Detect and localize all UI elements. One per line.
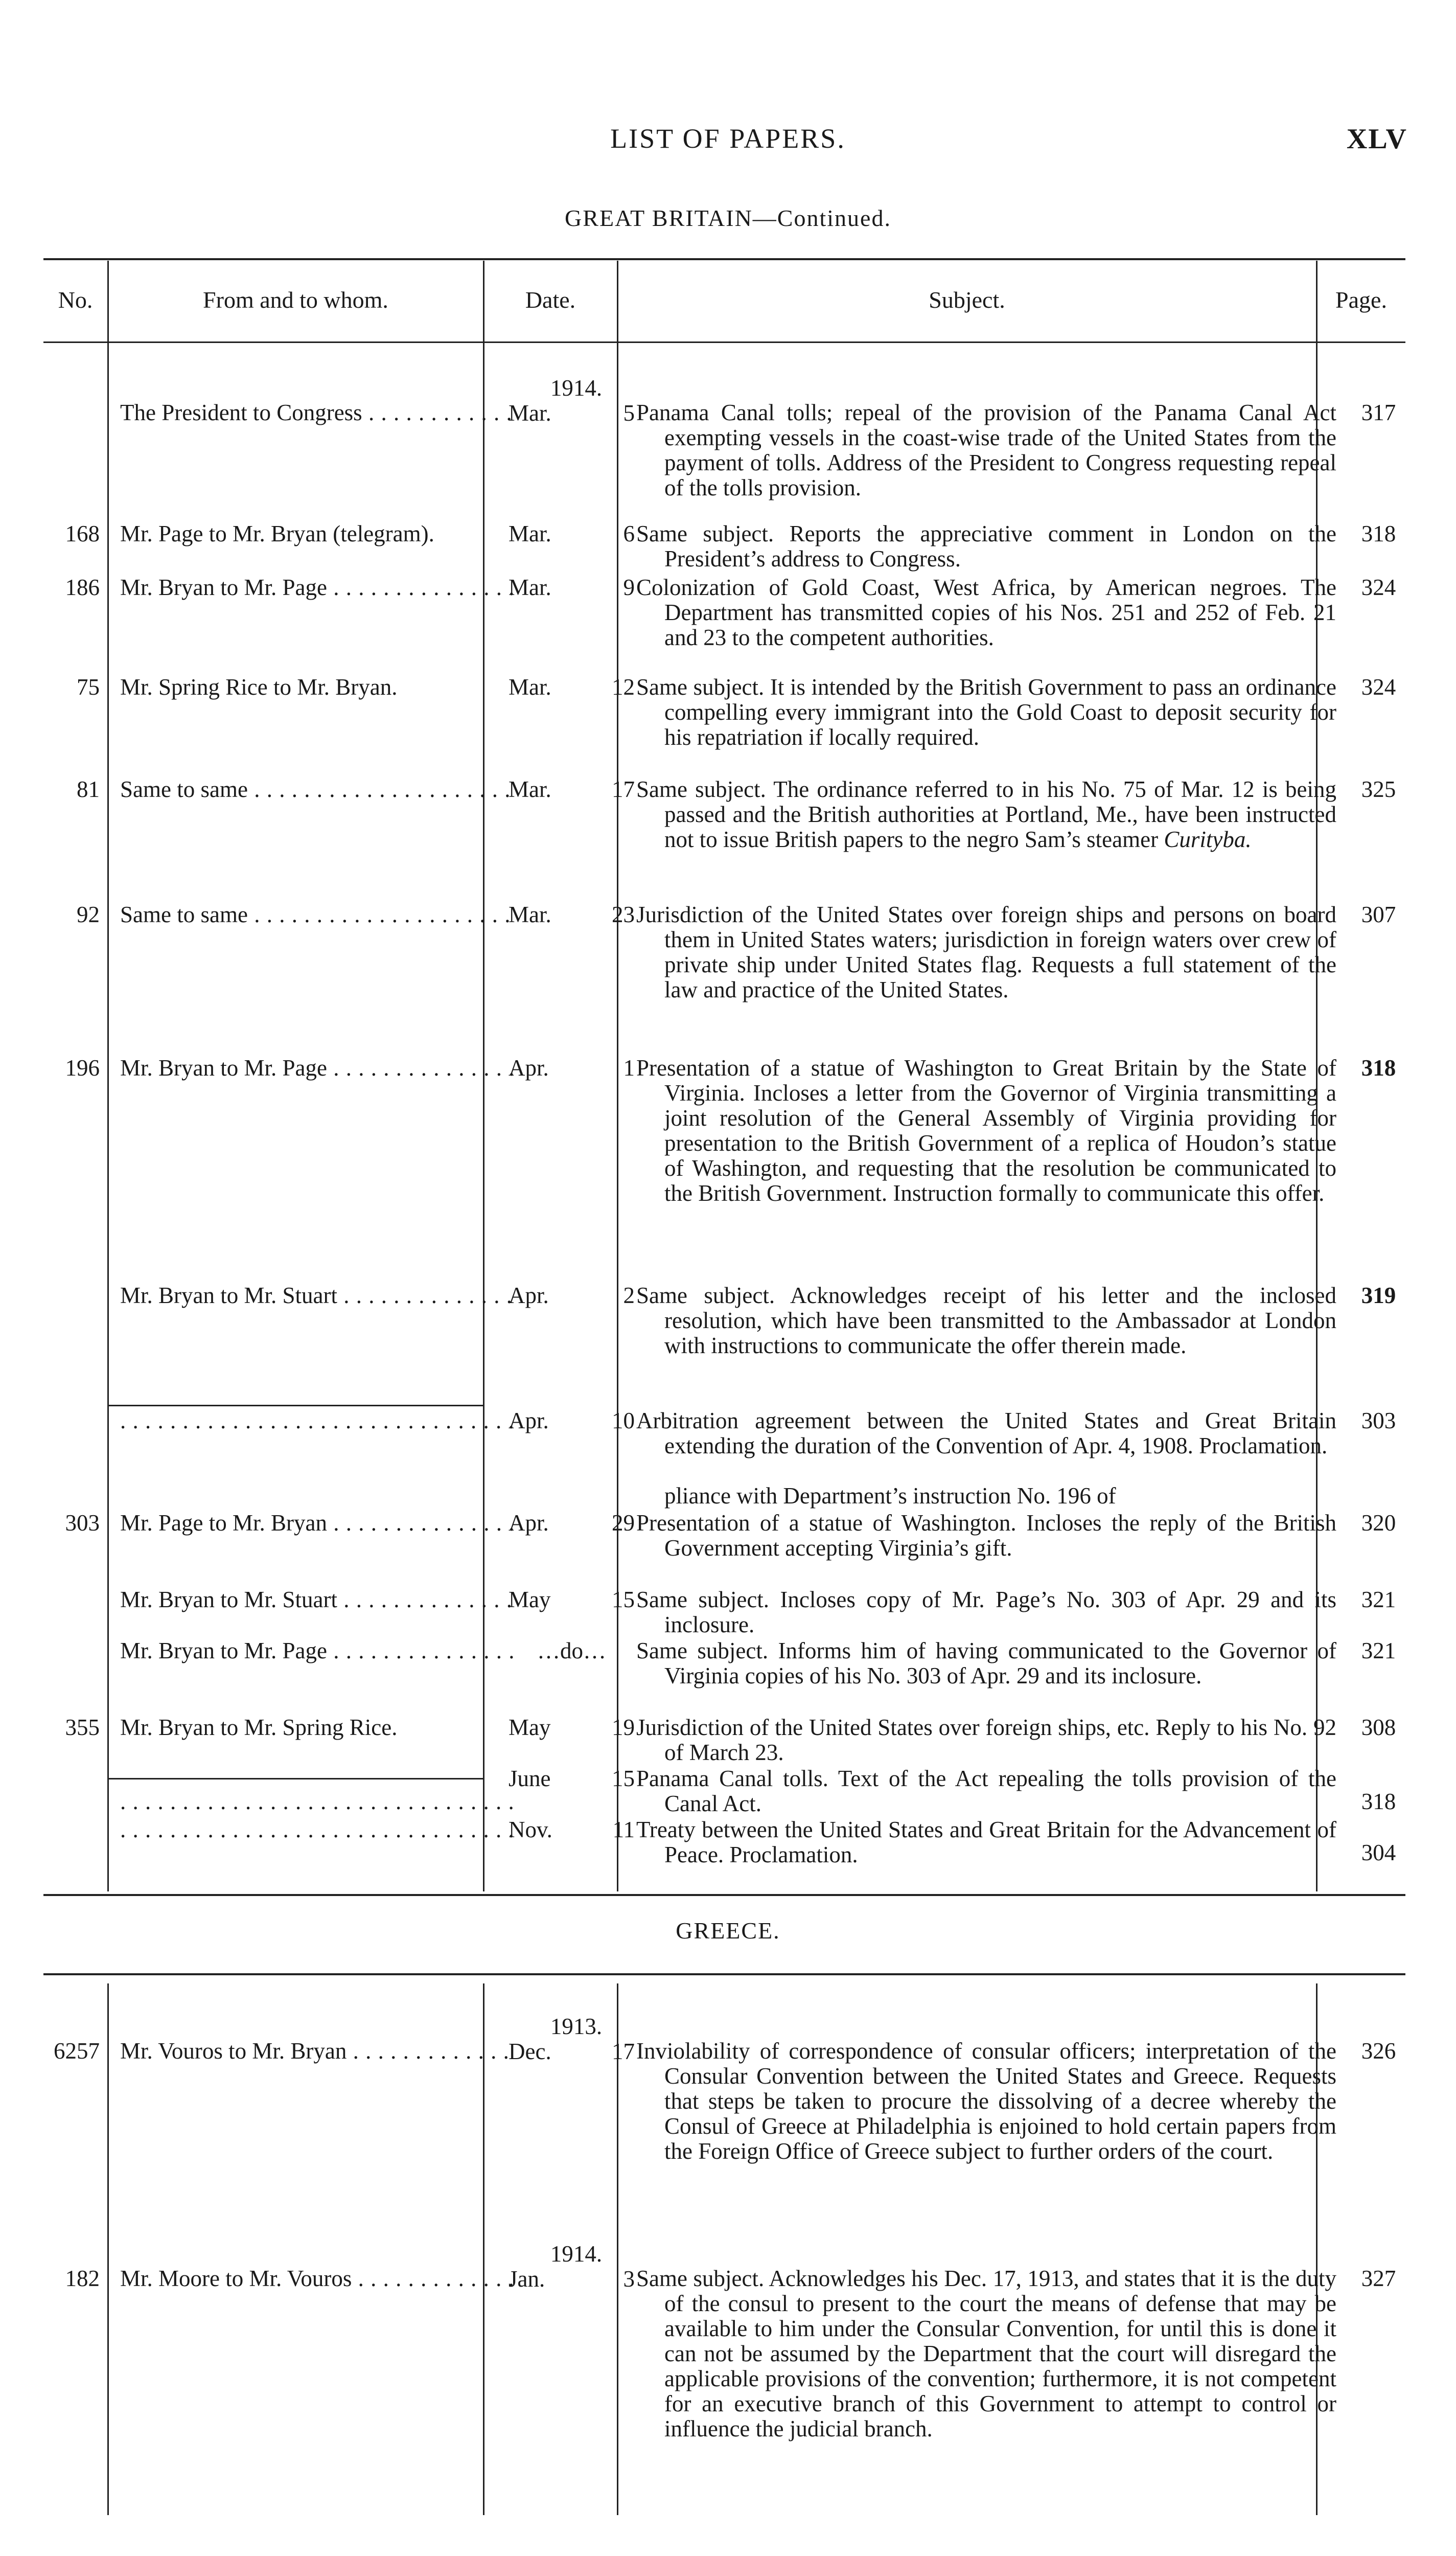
row-date <box>493 1056 649 1081</box>
row-subject: Presentation of a statue of Washington to Great Britain by the State of Virginia. Incloses a letter from the Governor of Virginia transmitting a joint resolution of the General Assembly of Virginia providing for presentation to the British Government of a replica of Houdon’s statue of Washington, and requesting that the resolution be communicated to the British Government. Instruction formally to communicate this offer. <box>636 1055 1336 1206</box>
row-month: Apr. <box>509 1510 549 1536</box>
row-subject: Same subject. Acknowledges receipt of his letter and the inclosed resolution, which have been transmitted to the Ambassador at London with instructions to communicate the offer therein made. <box>636 1283 1336 1358</box>
row-day: 12 <box>612 674 635 700</box>
row-day: 1 <box>623 1055 635 1081</box>
row-subject: pliance with Department’s instruction No. 196 of <box>664 1483 1116 1509</box>
row-month: Mar. <box>509 400 551 426</box>
column-header-subject: Subject. <box>929 287 1005 313</box>
row-page: 324 <box>1361 575 1396 600</box>
row-number: 75 <box>77 674 100 700</box>
row-page: 317 <box>1361 400 1396 425</box>
row-month: Mar. <box>509 674 551 700</box>
table-top-rule <box>43 1973 1405 1975</box>
row-from-to: Mr. Vouros to Mr. Bryan . . . <box>120 2039 514 2064</box>
row-date <box>493 902 649 927</box>
row-page: 320 <box>1361 1510 1396 1536</box>
row-month: June <box>509 1766 551 1791</box>
row-from-to: Mr. Page to Mr. Bryan (telegram). <box>120 521 434 546</box>
row-year: 1913. <box>550 2014 603 2039</box>
row-date <box>493 1715 649 1740</box>
row-date <box>493 2014 649 2064</box>
table-header-rule <box>43 341 1405 343</box>
row-day: 3 <box>623 2266 635 2292</box>
row-from-to: Mr. Bryan to Mr. Page . . . <box>120 1056 514 1081</box>
row-date <box>493 1408 649 1433</box>
row-page: 321 <box>1361 1587 1396 1612</box>
row-number: 6257 <box>54 2038 100 2064</box>
column-header-from: From and to whom. <box>203 287 388 313</box>
row-page: 326 <box>1361 2038 1396 2064</box>
row-month: Nov. <box>509 1817 552 1842</box>
row-month: Apr. <box>509 1408 549 1433</box>
row-subject: Treaty between the United States and Great Britain for the Advancement of Peace. Proclamation. <box>636 1817 1336 1867</box>
row-date <box>493 2242 649 2292</box>
row-from-to: Same to same . . . <box>120 777 514 802</box>
row-date <box>493 1511 649 1536</box>
row-year: 1914. <box>550 2241 603 2267</box>
row-from-to: Mr. Bryan to Mr. Stuart . . . <box>120 1587 514 1612</box>
row-month: Jan. <box>509 2266 545 2292</box>
row-number: 92 <box>77 902 100 927</box>
row-date <box>493 1638 649 1663</box>
row-date <box>493 521 649 546</box>
section-heading-greece: GREECE. <box>676 1918 780 1944</box>
row-from-to: Same to same . . . <box>120 902 514 927</box>
row-day: 29 <box>612 1510 635 1536</box>
row-day: 15 <box>612 1766 635 1791</box>
row-page: 319 <box>1361 1283 1396 1308</box>
row-subject: Same subject. It is intended by the British Government to pass an ordinance compelling every immigrant into the Gold Coast to deposit security for his repatriation if locally required. <box>636 674 1336 750</box>
row-page: 324 <box>1361 674 1396 700</box>
row-from-to: The President to Congress . . . <box>120 400 514 425</box>
row-month: …do… <box>537 1638 606 1663</box>
row-day: 17 <box>612 777 635 802</box>
row-date <box>493 376 649 426</box>
ship-name: Curityba. <box>1164 827 1252 852</box>
row-subject: Arbitration agreement between the United States and Great Britain extending the duration of the Convention of Apr. 4, 1908. Proclamation. <box>636 1408 1336 1458</box>
row-month: Mar. <box>509 575 551 600</box>
row-month: Apr. <box>509 1283 549 1308</box>
row-from-to: Mr. Page to Mr. Bryan . . . <box>120 1511 514 1536</box>
row-divider <box>108 1405 483 1406</box>
row-date <box>493 777 649 802</box>
column-header-page: Page. <box>1335 287 1387 313</box>
row-month: Apr. <box>509 1055 549 1081</box>
section-heading-great-britain: GREAT BRITAIN—Continued. <box>565 205 891 231</box>
row-subject: Colonization of Gold Coast, West Africa, by American negroes. The Department has transmitted copies of his Nos. 251 and 252 of Feb. 21 and 23 to the competent authorities. <box>636 575 1336 650</box>
table-top-rule <box>43 258 1405 260</box>
row-page: 303 <box>1361 1408 1396 1433</box>
row-date <box>493 1766 649 1791</box>
row-from-to <box>120 1408 514 1433</box>
row-date <box>493 1283 649 1308</box>
row-page: 304 <box>1361 1840 1396 1865</box>
row-page: 318 <box>1361 521 1396 546</box>
row-page: 318 <box>1361 1789 1396 1814</box>
row-from-to: Mr. Bryan to Mr. Stuart . . . <box>120 1283 514 1308</box>
row-date <box>493 675 649 700</box>
row-day: 15 <box>612 1587 635 1612</box>
row-number: 303 <box>65 1510 100 1536</box>
row-subject: Inviolability of correspondence of consular officers; interpretation of the Consular Convention between the United States and Greece. Requests that steps be taken to procure the dissolving of a decree whereby the Consul of Greece at Philadelphia is enjoined to hold certain papers from the Foreign Office of Greece subject to further orders of the court. <box>636 2038 1336 2164</box>
row-day: 10 <box>612 1408 635 1433</box>
row-subject: Panama Canal tolls; repeal of the provision of the Panama Canal Act exempting vessels in the coast-wise trade of the United States from the payment of tolls. Address of the President to Congress requesting repeal of the tolls provision. <box>636 400 1336 500</box>
row-from-to <box>120 1817 514 1842</box>
row-subject <box>636 777 1336 852</box>
row-subject: Jurisdiction of the United States over foreign ships and persons on board them in United States waters; jurisdiction in foreign waters over crew of private ship under United States flag. Requests a full statement of the law and practice of the United States. <box>636 902 1336 1002</box>
row-subject: Same subject. Incloses copy of Mr. Page’s No. 303 of Apr. 29 and its inclosure. <box>636 1587 1336 1637</box>
row-from-to: Mr. Spring Rice to Mr. Bryan. <box>120 674 398 700</box>
row-day: 6 <box>623 521 635 546</box>
row-day: 17 <box>612 2039 635 2064</box>
row-year: 1914. <box>550 375 603 401</box>
row-day: 23 <box>612 902 635 927</box>
row-day: 19 <box>612 1715 635 1740</box>
row-month: Dec. <box>509 2039 551 2064</box>
row-page: 308 <box>1361 1715 1396 1740</box>
row-subject: Panama Canal tolls. Text of the Act repealing the tolls provision of the Canal Act. <box>636 1766 1336 1816</box>
row-number: 168 <box>65 521 100 546</box>
row-divider <box>108 1778 483 1779</box>
row-subject: Jurisdiction of the United States over foreign ships, etc. Reply to his No. 92 of March 23. <box>636 1715 1336 1765</box>
column-header-date: Date. <box>525 287 576 313</box>
column-header-no: No. <box>58 287 93 313</box>
row-page: 327 <box>1361 2266 1396 2291</box>
row-date <box>493 575 649 600</box>
row-day: 5 <box>623 400 635 426</box>
row-day: 9 <box>623 575 635 600</box>
row-subject-text: Same subject. The ordinance referred to in his No. 75 of Mar. 12 is being passed and the British authorities at Portland, Me., have been instructed not to issue British papers to the negro Sam’s steamer <box>636 777 1336 852</box>
row-page: 307 <box>1361 902 1396 927</box>
row-number: 186 <box>65 575 100 600</box>
row-number: 182 <box>65 2266 100 2291</box>
table-bottom-rule <box>43 1894 1405 1896</box>
row-subject: Same subject. Informs him of having communicated to the Governor of Virginia copies of his No. 303 of Apr. 29 and its inclosure. <box>636 1638 1336 1688</box>
row-month: May <box>509 1715 551 1740</box>
row-from-to: Mr. Bryan to Mr. Page . . . <box>120 1638 514 1663</box>
row-date <box>493 1817 649 1842</box>
page-number: XLV <box>1346 123 1407 155</box>
row-from-to <box>120 1789 514 1814</box>
column-divider <box>107 261 109 1891</box>
row-month: Mar. <box>509 521 551 546</box>
page-header <box>0 123 1456 158</box>
row-date <box>493 1587 649 1612</box>
column-divider <box>107 1983 109 2515</box>
row-from-to: Mr. Bryan to Mr. Page . . . <box>120 575 514 600</box>
row-number: 196 <box>65 1055 100 1081</box>
row-subject: Same subject. Acknowledges his Dec. 17, 1913, and states that it is the duty of the consul to present to the court the means of defense that may be available to him under the Consular Convention, for until this is done it can not be assumed by the Department that the court will disregard the applicable provisions of the convention; furthermore, it is not competent for an executive branch of this Government to attempt to control or influence the judicial branch. <box>636 2266 1336 2441</box>
row-from-to: Mr. Bryan to Mr. Spring Rice. <box>120 1715 398 1740</box>
row-month: May <box>509 1587 551 1612</box>
row-page: 321 <box>1361 1638 1396 1663</box>
row-page: 325 <box>1361 777 1396 802</box>
row-subject: Presentation of a statue of Washington. Incloses the reply of the British Government accepting Virginia’s gift. <box>636 1510 1336 1561</box>
row-number: 81 <box>77 777 100 802</box>
row-page: 318 <box>1361 1055 1396 1081</box>
row-from-to: Mr. Moore to Mr. Vouros . . . <box>120 2266 514 2291</box>
row-subject: Same subject. Reports the appreciative comment in London on the President’s address to Congress. <box>636 521 1336 572</box>
row-day: 2 <box>623 1283 635 1308</box>
row-number: 355 <box>65 1715 100 1740</box>
row-day: 11 <box>612 1817 635 1842</box>
page-title: LIST OF PAPERS. <box>610 123 846 154</box>
row-month: Mar. <box>509 777 551 802</box>
row-month: Mar. <box>509 902 551 927</box>
